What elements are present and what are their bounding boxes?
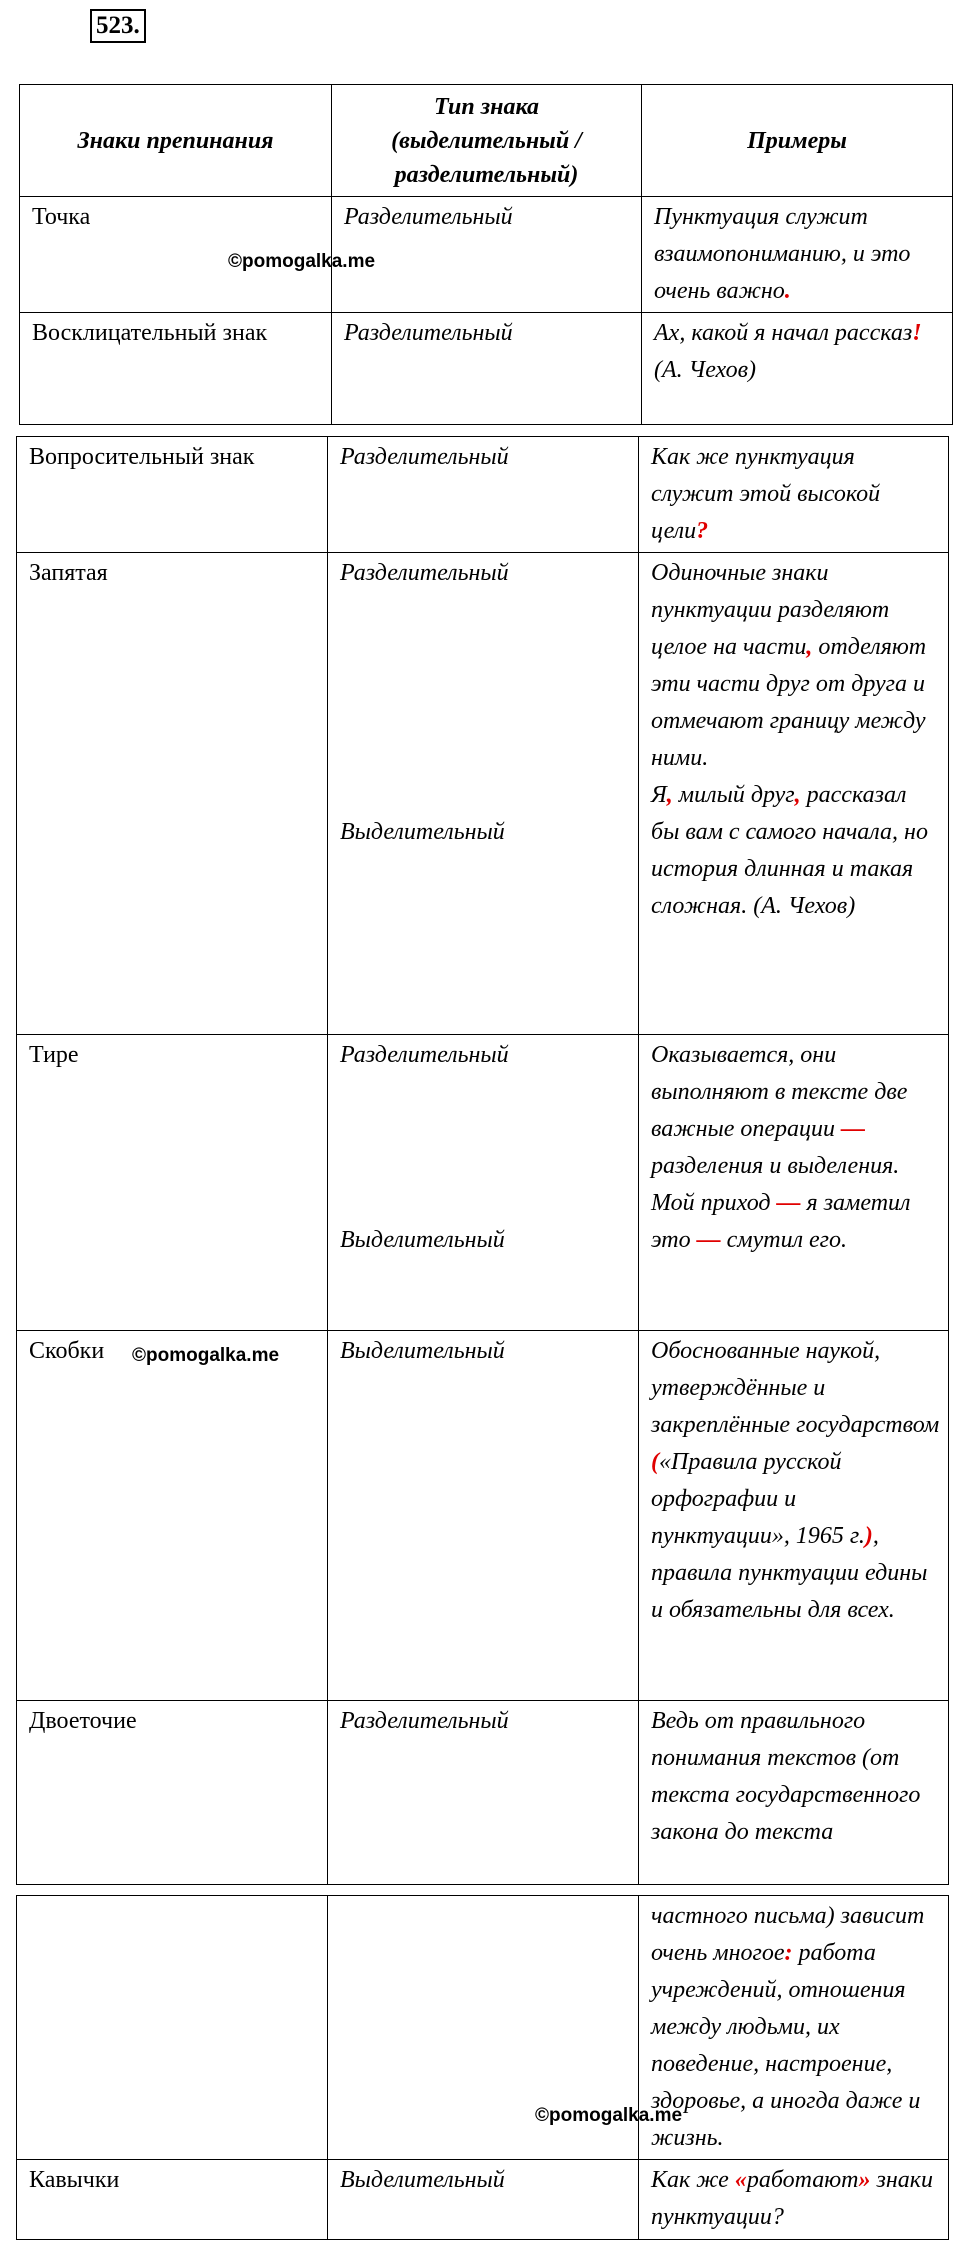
watermark: ©pomogalka.me: [228, 251, 376, 272]
punctuation-table-part-2: [16, 436, 949, 1885]
example-cell: Оказывается, они выполняют в тексте две важные операции — разделения и выделения. Мой приход — я заметил это — смутил его.: [639, 1035, 949, 1331]
sign-cell: Запятая: [17, 553, 328, 1035]
table-row: [17, 1331, 949, 1701]
table-row: [17, 553, 949, 1035]
table-row: [20, 197, 953, 313]
example-cell: Одиночные знаки пунктуации разделяют целое на части, отделяют эти части друг от друга и отмечают границу между ними. Я, милый друг, рассказал бы вам с самого начала, но история длинная и такая сложная. (А. Чехов): [639, 553, 949, 1035]
table-row: [17, 437, 949, 553]
table-row: [17, 1035, 949, 1331]
sign-cell: [17, 1896, 328, 2160]
watermark: ©pomogalka.me: [132, 1345, 280, 1366]
type-cell: Выделительный: [328, 2160, 639, 2240]
header-examples: Примеры: [642, 85, 953, 197]
table-header-row: [20, 85, 953, 197]
example-cell: Ах, какой я начал рассказ! (А. Чехов): [642, 313, 953, 425]
punctuation-table-part-3: [16, 1895, 949, 2240]
table-row: [17, 1701, 949, 1885]
example-cell: Пунктуация служит взаимопониманию, и это очень важно.: [642, 197, 953, 313]
exercise-number: 523.: [90, 9, 146, 43]
sign-cell: Двоеточие: [17, 1701, 328, 1885]
example-cell: частного письма) зависит очень многое: работа учреждений, отношения между людьми, их поведение, настроение, здоровье, а иногда даже и жизнь.: [639, 1896, 949, 2160]
example-cell: Как же пунктуация служит этой высокой цели?: [639, 437, 949, 553]
header-type: Тип знака (выделительный / разделительный): [332, 85, 642, 197]
sign-cell: Вопросительный знак: [17, 437, 328, 553]
type-cell: Выделительный: [328, 1331, 639, 1701]
table-row: [17, 1896, 949, 2160]
sign-cell: Кавычки: [17, 2160, 328, 2240]
table-row: [20, 313, 953, 425]
type-cell: Разделительный: [328, 437, 639, 553]
sign-cell: Тире: [17, 1035, 328, 1331]
table-row: [17, 2160, 949, 2240]
sign-cell: Скобки: [17, 1331, 328, 1701]
sign-cell: Точка: [20, 197, 332, 313]
type-cell: Разделительный: [332, 313, 642, 425]
example-cell: Обоснованные наукой, утверждённые и закреплённые государством («Правила русской орфографии и пунктуации», 1965 г.), правила пунктуации едины и обязательны для всех.: [639, 1331, 949, 1701]
example-cell: Ведь от правильного понимания текстов (от текста государственного закона до текста: [639, 1701, 949, 1885]
header-signs: Знаки препинания: [20, 85, 332, 197]
watermark: ©pomogalka.me: [535, 2105, 683, 2126]
type-cell: Разделительный Выделительный: [328, 1035, 639, 1331]
type-cell: Разделительный: [328, 1701, 639, 1885]
type-cell: Разделительный Выделительный: [328, 553, 639, 1035]
type-cell: Разделительный: [332, 197, 642, 313]
example-cell: Как же «работают» знаки пунктуации?: [639, 2160, 949, 2240]
punctuation-table-part-1: [19, 84, 953, 425]
sign-cell: Восклицательный знак: [20, 313, 332, 425]
